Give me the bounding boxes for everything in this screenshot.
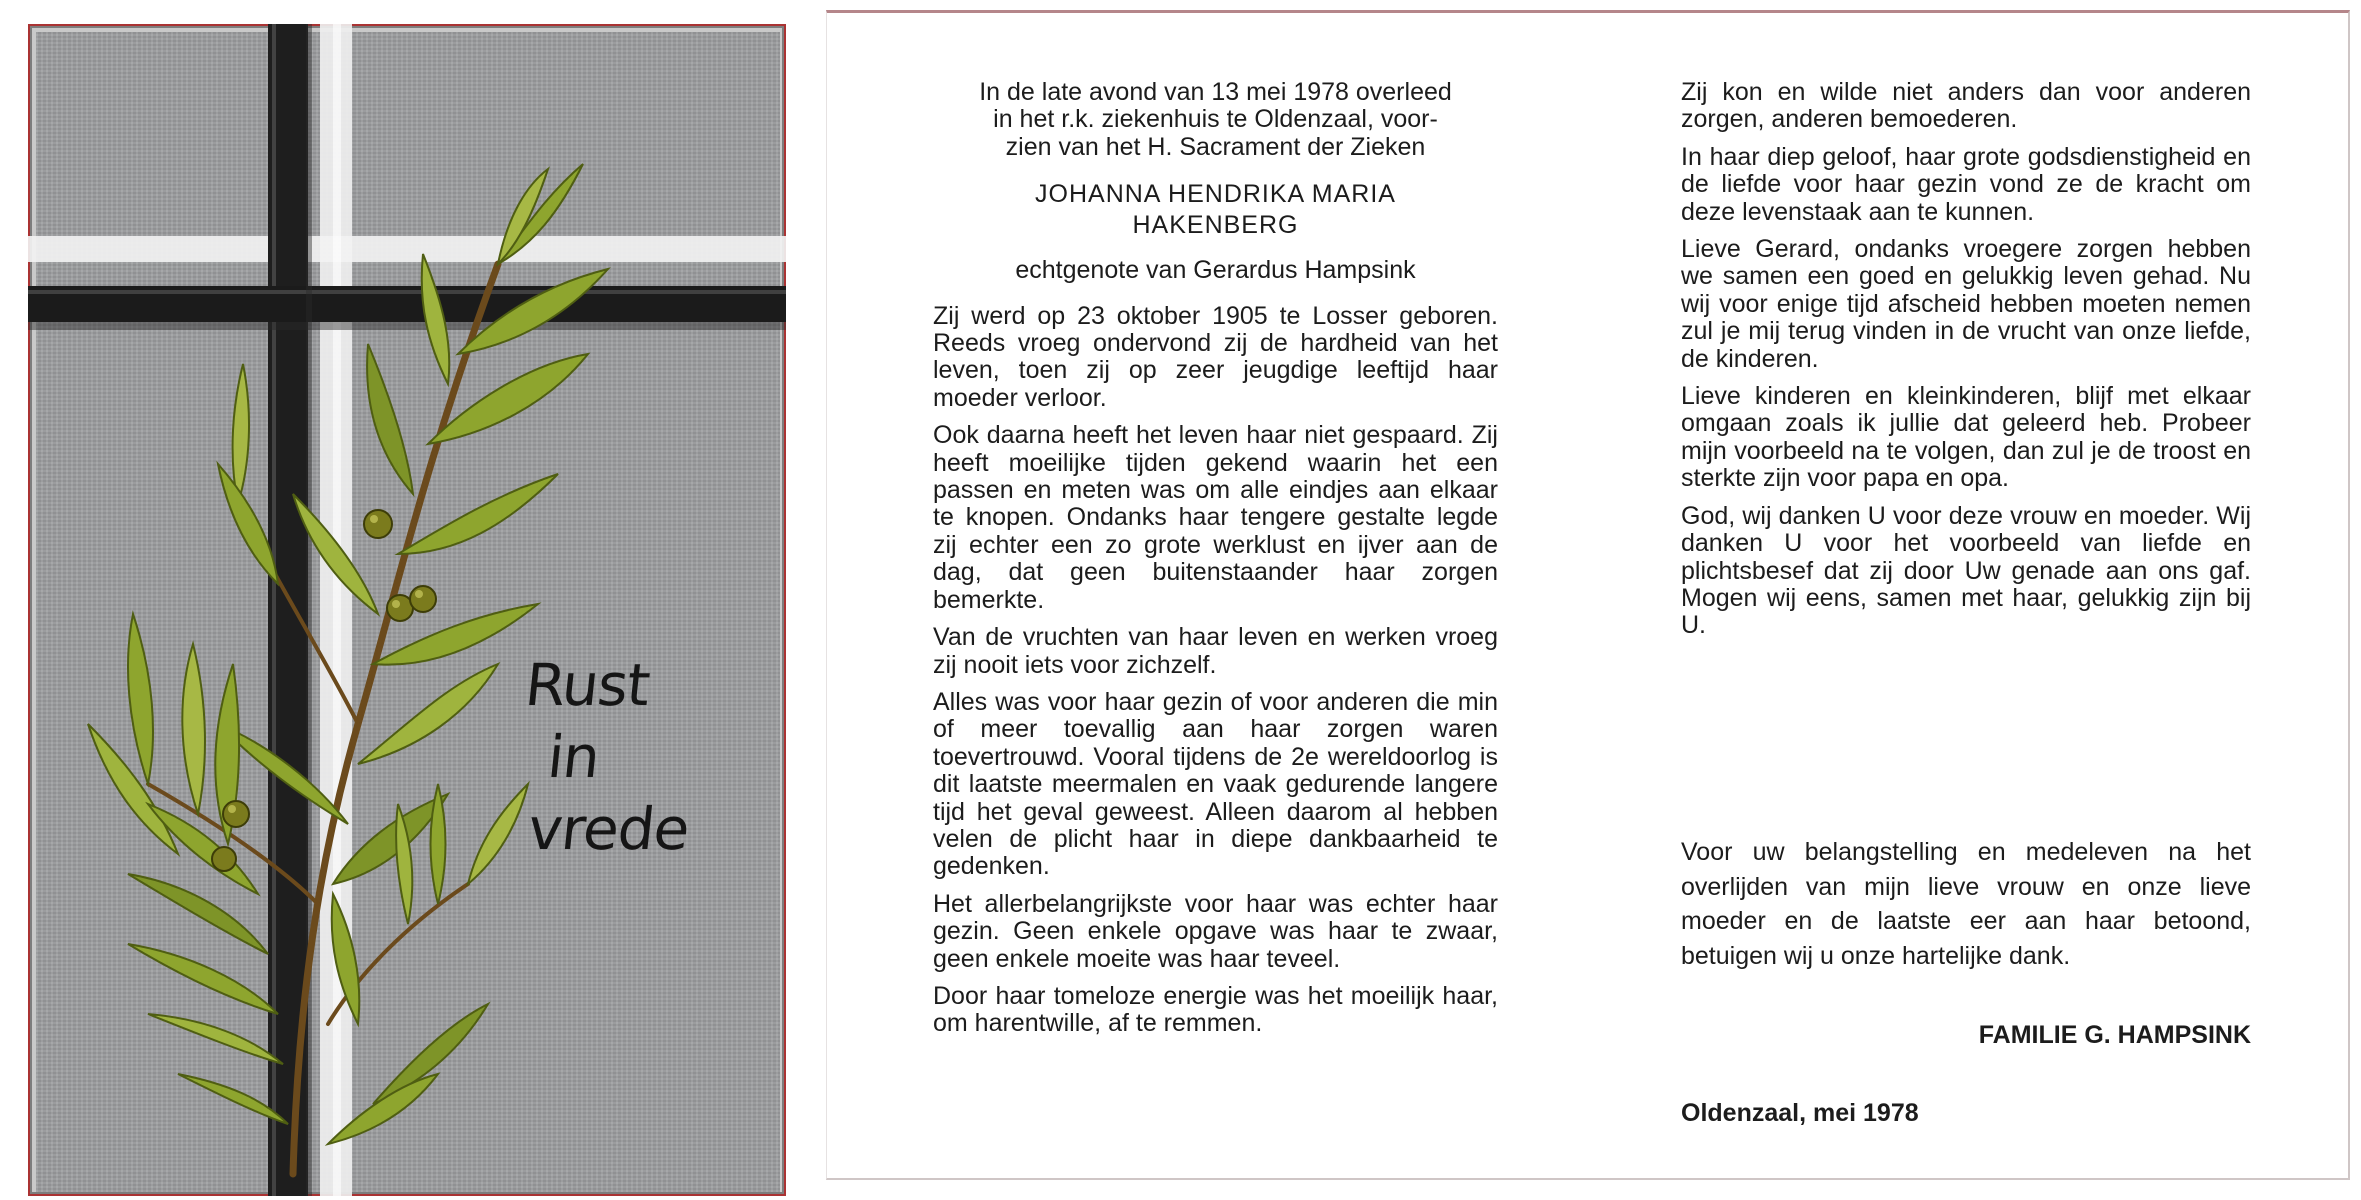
intro-line: In de late avond van 13 mei 1978 overleed xyxy=(979,78,1452,106)
memorial-paragraph: Zij kon en wilde niet anders dan voor anderen zorgen, anderen bemoederen. xyxy=(1681,78,2251,134)
memorial-card-cover xyxy=(28,24,786,1196)
left-column xyxy=(933,79,1498,1048)
biography-paragraph: Ook daarna heeft het leven haar niet gespaard. Zij heeft moeilijke tijden gekend waarin het een passen en meten was om alle eindjes aan elkaar te knopen. Ondanks haar tengere gestalte legde zij echter een zo grote werklust en ijver aan de dag, dat geen buitenstaander haar zorgen bemerkte. xyxy=(933,421,1498,614)
name-line: HAKENBERG xyxy=(1132,211,1299,240)
spouse-line: echtgenote van Gerardus Hampsink xyxy=(1015,256,1416,285)
memorial-paragraph: In haar diep geloof, haar grote godsdienstigheid en de liefde voor haar gezin vond ze de kracht om deze levenstaak aan te kunnen. xyxy=(1681,142,2251,226)
family-signature: FAMILIE G. HAMPSINK xyxy=(1978,1021,2251,1049)
biography-paragraph: Van de vruchten van haar leven en werken vroeg zij nooit iets voor zichzelf. xyxy=(933,623,1498,679)
cover-title-line: Rust xyxy=(521,651,653,719)
biography-paragraph: Door haar tomeloze energie was het moeilijk haar, om harentwille, af te remmen. xyxy=(933,981,1498,1038)
cover-title-line: in xyxy=(544,723,603,791)
place-date: Oldenzaal, mei 1978 xyxy=(1681,1099,1919,1127)
memorial-paragraph: Lieve kinderen en kleinkinderen, blijf met elkaar omgaan zoals ik jullie dat geleerd heb. Probeer mijn voorbeeld na te volgen, dan zul je de troost en sterkte zijn voor papa en opa. xyxy=(1681,382,2251,493)
thank-you-note: Voor uw belangstelling en medeleven na het overlijden van mijn lieve vrouw en onze lieve moeder en de laatste eer aan haar betoond, betuigen wij u onze hartelijke dank. xyxy=(1681,838,2251,970)
right-column xyxy=(1681,79,2251,650)
cover-illustration xyxy=(28,24,786,1196)
intro-line: in het r.k. ziekenhuis te Oldenzaal, voor- xyxy=(993,105,1438,134)
memorial-paragraph: God, wij danken U voor deze vrouw en moeder. Wij danken U voor het voorbeeld van liefde en plichtsbesef dat zij door Uw genade aan ons gaf. Mogen wij eens, samen met haar, gelukkig zijn bij U. xyxy=(1681,501,2251,640)
biography-paragraph: Zij werd op 23 oktober 1905 te Losser geboren. Reeds vroeg ondervond zij de hardheid van het leven, toen zij op zeer jeugdige leeftijd haar moeder verloor. xyxy=(933,301,1498,412)
deceased-name xyxy=(933,179,1498,241)
memorial-paragraph: Lieve Gerard, ondanks vroegere zorgen hebben we samen een goed en gelukkig leven gehad. Nu wij voor enige tijd afscheid hebben moeten nemen zul je mij terug vinden in de vrucht van onze liefde, de kinderen. xyxy=(1681,235,2251,373)
biography-paragraph: Alles was voor haar gezin of voor anderen die min of meer toevallig aan haar zorgen waren toevertrouwd. Vooral tijdens de 2e wereldoorlog is dit laatste meermalen en vaak gedurende langere tijd het geval geweest. Alleen daarom al hebben velen de plicht haar in diepe dankbaarheid te gedenken. xyxy=(933,687,1498,881)
biography-paragraph: Het allerbelangrijkste voor haar was echter haar gezin. Geen enkele opgave was haar te zwaar, geen enkele moeite was haar teveel. xyxy=(933,889,1498,973)
death-notice-intro xyxy=(933,79,1498,161)
cover-title-line: vrede xyxy=(524,795,693,863)
memorial-card-inside xyxy=(826,10,2350,1180)
name-line: JOHANNA HENDRIKA MARIA xyxy=(1035,180,1396,209)
cover-title xyxy=(507,649,708,865)
intro-line: zien van het H. Sacrament der Zieken xyxy=(1005,132,1426,161)
